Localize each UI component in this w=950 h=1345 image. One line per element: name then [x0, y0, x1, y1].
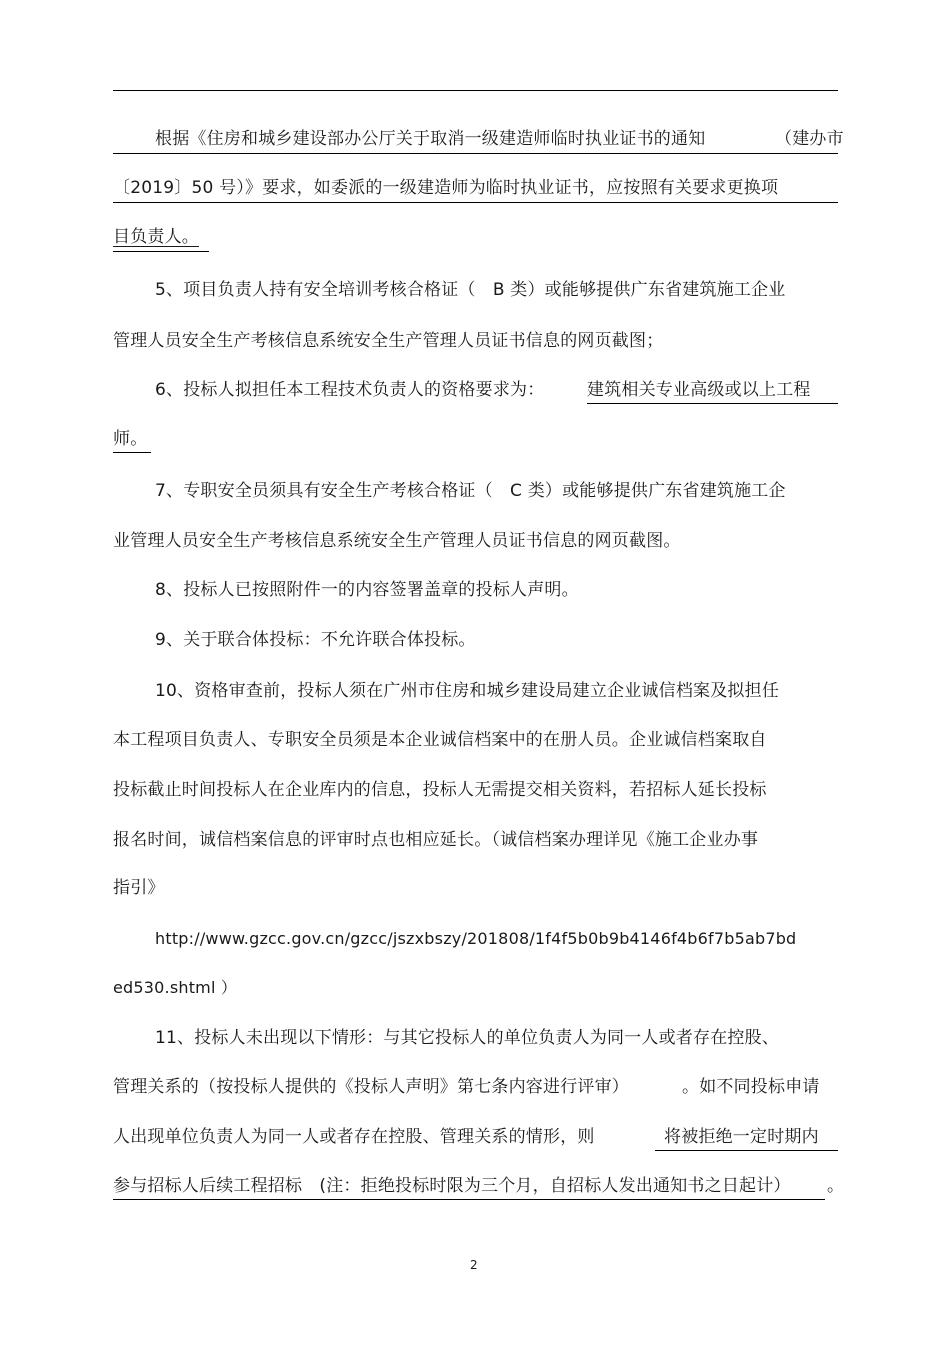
underline-rule: [113, 1199, 825, 1200]
para-text-line: 人出现单位负责人为同一人或者存在控股、管理关系的情形，则: [113, 1127, 595, 1147]
para-text-line: （建办市: [775, 129, 844, 149]
para-text-line: 5、项目负责人持有安全培训考核合格证（ B 类）或能够提供广东省建筑施工企业: [155, 280, 786, 300]
para-text-line: 6、投标人拟担任本工程技术负责人的资格要求为：: [155, 380, 545, 400]
para-text-line: 将被拒绝一定时期内: [664, 1127, 819, 1147]
para-text-line: 10、资格审查前，投标人须在广州市住房和城乡建设局建立企业诚信档案及拟担任: [155, 681, 780, 701]
para-text-line: 业管理人员安全生产考核信息系统安全生产管理人员证书信息的网页截图。: [113, 531, 681, 551]
para-text-line: 管理人员安全生产考核信息系统安全生产管理人员证书信息的网页截图；: [113, 331, 664, 351]
para-text-line: 本工程项目负责人、专职安全员须是本企业诚信档案中的在册人员。企业诚信档案取自: [113, 730, 767, 750]
para-text-line: 目负责人。: [113, 227, 199, 247]
para-text-line: 报名时间，诚信档案信息的评审时点也相应延长。（诚信档案办理详见《施工企业办事: [113, 830, 759, 850]
underline-rule: [587, 403, 838, 404]
underline-rule: [113, 452, 151, 453]
underline-rule: [113, 153, 838, 154]
para-text-line: 师。: [113, 429, 148, 449]
para-text-line: 。: [827, 1176, 845, 1196]
para-text-line: 8、投标人已按照附件一的内容签署盖章的投标人声明。: [155, 580, 579, 600]
para-text-line: 〔2019〕50 号）》要求，如委派的一级建造师为临时执业证书，应按照有关要求更换项: [113, 178, 779, 198]
underline-rule: [655, 1150, 838, 1151]
para-text-line: 11、投标人未出现以下情形：与其它投标人的单位负责人为同一人或者存在控股、: [155, 1028, 780, 1048]
para-text-line: 9、关于联合体投标：不允许联合体投标。: [155, 630, 476, 650]
page-number: 2: [470, 1258, 478, 1272]
underline-rule: [113, 202, 838, 203]
url-line: ed530.shtml ）: [113, 978, 238, 997]
header-rule: [113, 90, 838, 91]
para-text-line: 指引》: [113, 878, 165, 898]
para-text-line: 。如不同投标申请: [682, 1077, 820, 1097]
para-text-line: 建筑相关专业高级或以上工程: [587, 380, 811, 400]
para-text-line: 投标截止时间投标人在企业库内的信息，投标人无需提交相关资料，若招标人延长投标: [113, 780, 767, 800]
para-text-line: 参与招标人后续工程招标 (注：拒绝投标时限为三个月，自招标人发出通知书之日起计）: [113, 1176, 791, 1196]
para-text-line: 根据《住房和城乡建设部办公厅关于取消一级建造师临时执业证书的通知: [155, 129, 706, 149]
underline-rule: [113, 251, 209, 252]
para-text-line: 7、专职安全员须具有安全生产考核合格证（ C 类）或能够提供广东省建筑施工企: [155, 481, 786, 501]
para-text-line: 管理关系的（按投标人提供的《投标人声明》第七条内容进行评审）: [113, 1077, 629, 1097]
url-line: http://www.gzcc.gov.cn/gzcc/jszxbszy/201808/1f4f5b0b9b4146f4b6f7b5ab7bd: [155, 929, 797, 948]
